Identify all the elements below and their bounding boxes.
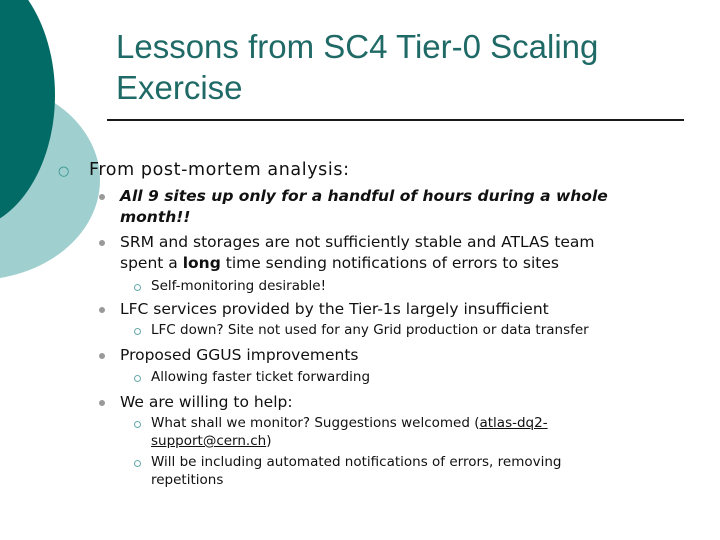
bullet2-line2-pre: spent a — [120, 254, 183, 272]
ring-subbullet-icon — [134, 375, 141, 382]
bullet1-line2: month!! — [120, 208, 191, 226]
bullet5-sub2-line1: Will be including automated notifications of errors, removing — [151, 454, 562, 470]
bullet5-sub2-line2: repetitions — [151, 472, 224, 488]
bullet5-sub1-line2 — [151, 433, 271, 449]
slide-title — [116, 26, 696, 108]
ring-subbullet-icon — [134, 460, 141, 467]
bullet5-sub1-line1 — [151, 415, 548, 431]
bullet5-sub1-pre: What shall we monitor? Suggestions welcomed ( — [151, 415, 480, 431]
dot-bullet-icon — [99, 307, 105, 313]
title-divider — [107, 119, 684, 121]
dot-bullet-icon — [99, 194, 105, 200]
email-link-part2[interactable]: support@cern.ch — [151, 433, 267, 449]
bullet2-line2-bold: long — [182, 254, 221, 272]
bullet3-sub: LFC down? Site not used for any Grid production or data transfer — [151, 322, 589, 338]
bullet4-sub: Allowing faster ticket forwarding — [151, 369, 371, 385]
email-link-part1[interactable]: atlas-dq2- — [479, 415, 548, 431]
slide-title-line1: Lessons from SC4 Tier-0 Scaling — [116, 28, 599, 65]
bullet5-text: We are willing to help: — [120, 393, 293, 411]
bullet3-text: LFC services provided by the Tier-1s largely insufficient — [120, 300, 549, 318]
ring-subbullet-icon — [134, 421, 141, 428]
dot-bullet-icon — [99, 353, 105, 359]
ring-bullet-icon: ○ — [58, 164, 70, 179]
ring-subbullet-icon — [134, 328, 141, 335]
bullet2-line2 — [120, 254, 559, 272]
dot-bullet-icon — [99, 240, 105, 246]
bullet2-line2-post: time sending notifications of errors to sites — [220, 254, 559, 272]
bullet4-text: Proposed GGUS improvements — [120, 346, 359, 364]
dot-bullet-icon — [99, 400, 105, 406]
bullet2-sub: Self-monitoring desirable! — [151, 278, 327, 294]
slide-title-line2: Exercise — [116, 69, 243, 106]
bullet2-line1: SRM and storages are not sufficiently stable and ATLAS team — [120, 233, 595, 251]
bullet1-line1: All 9 sites up only for a handful of hours during a whole — [120, 187, 608, 205]
ring-subbullet-icon — [134, 284, 141, 291]
bullet5-sub1-post: ) — [266, 433, 272, 449]
level1-text: From post-mortem analysis: — [89, 160, 350, 180]
